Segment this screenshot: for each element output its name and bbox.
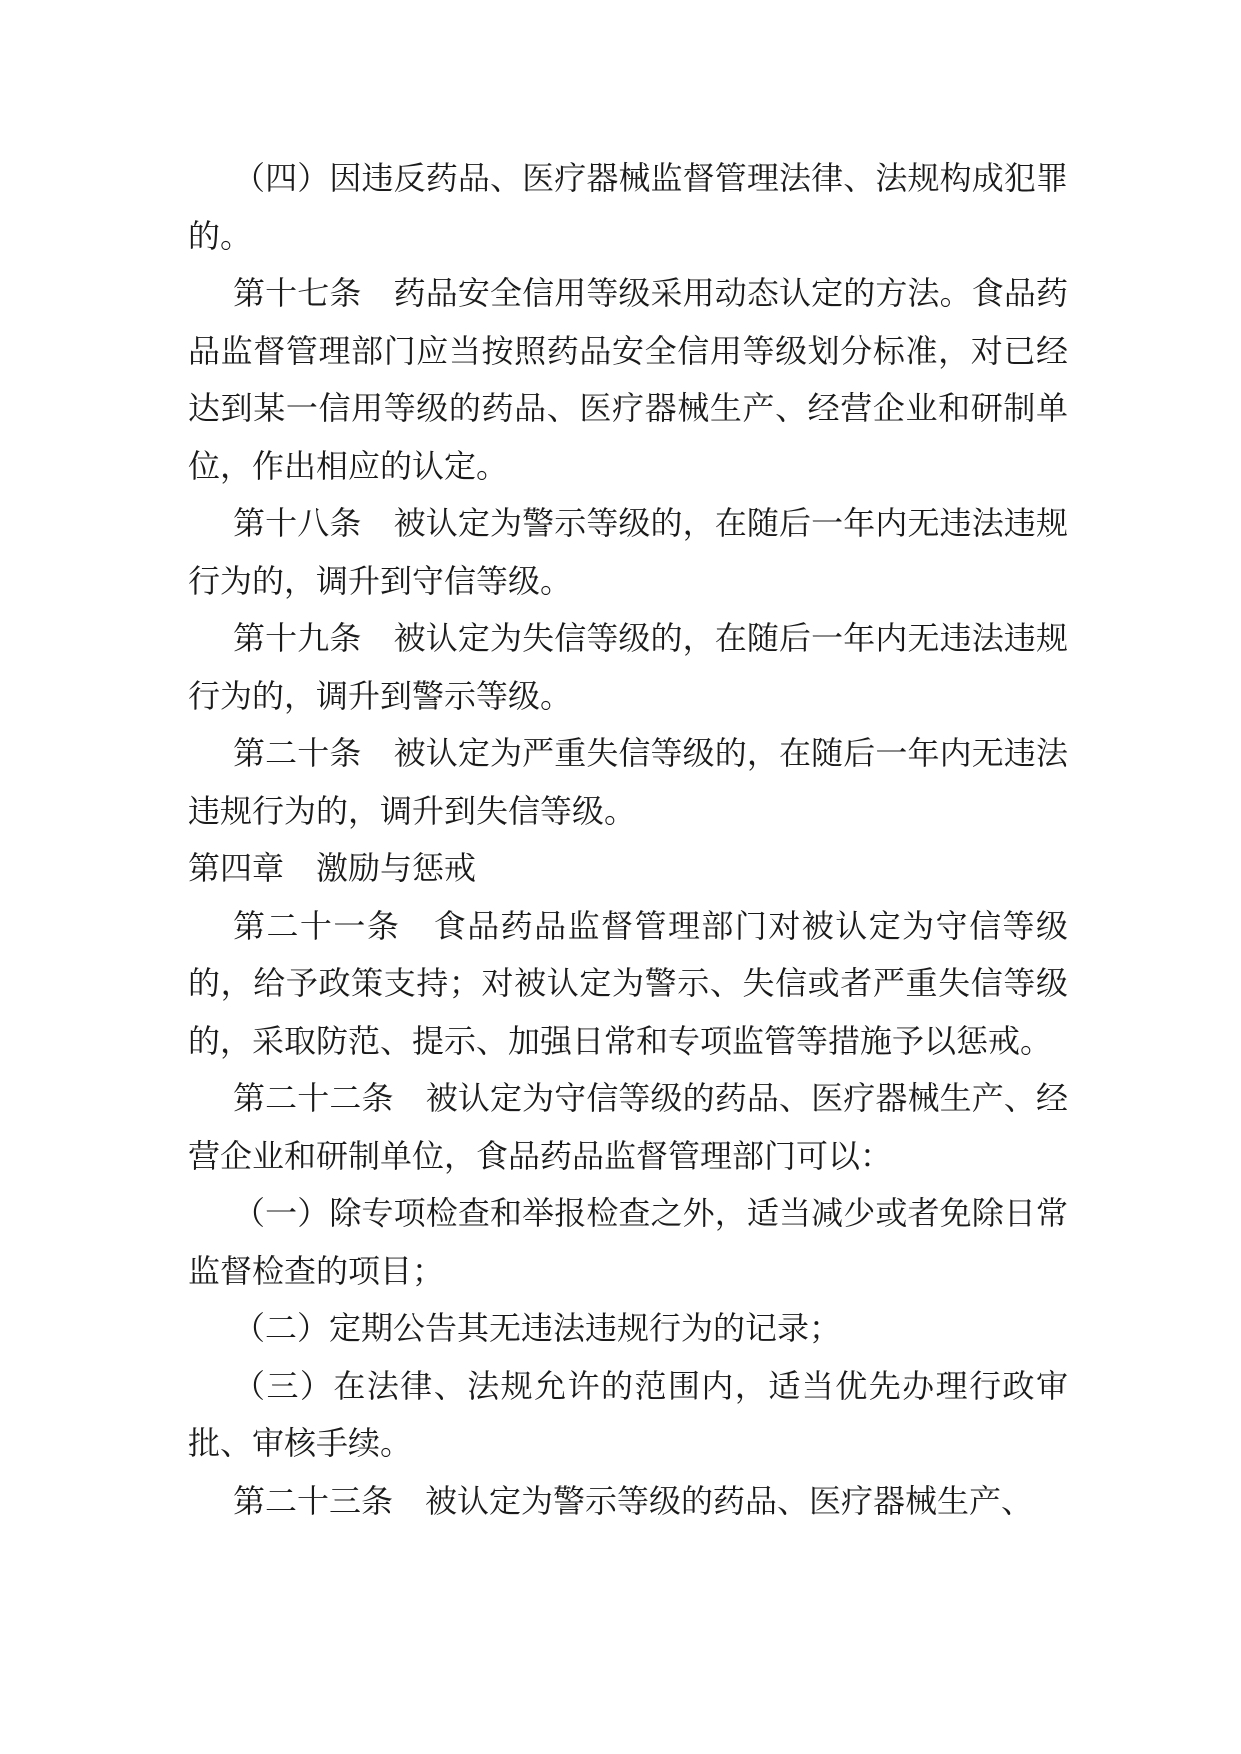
article-22: 第二十二条 被认定为守信等级的药品、医疗器械生产、经营企业和研制单位，食品药品监督管理部门可以： bbox=[188, 1079, 1068, 1175]
article-17: 第十七条 药品安全信用等级采用动态认定的方法。食品药品监督管理部门应当按照药品安全信用等级划分标准，对已经达到某一信用等级的药品、医疗器械生产、经营企业和研制单位，作出相应的认定。 bbox=[188, 274, 1068, 485]
article-18: 第十八条 被认定为警示等级的，在随后一年内无违法违规行为的，调升到守信等级。 bbox=[188, 504, 1068, 600]
article-23: 第二十三条 被认定为警示等级的药品、医疗器械生产、 bbox=[233, 1481, 1034, 1520]
article-22-item-1: （一）除专项检查和举报检查之外，适当减少或者免除日常监督检查的项目； bbox=[188, 1194, 1068, 1290]
paragraph-item-4-crime: （四）因违反药品、医疗器械监督管理法律、法规构成犯罪的。 bbox=[188, 159, 1068, 255]
article-22-item-2: （二）定期公告其无违法违规行为的记录； bbox=[233, 1309, 842, 1347]
article-21: 第二十一条 食品药品监督管理部门对被认定为守信等级的，给予政策支持；对被认定为警示、失信或者严重失信等级的，采取防范、提示、加强日常和专项监管等措施予以惩戒。 bbox=[188, 906, 1068, 1060]
article-22-item-3: （三）在法律、法规允许的范围内，适当优先办理行政审批、审核手续。 bbox=[188, 1366, 1068, 1462]
article-20: 第二十条 被认定为严重失信等级的，在随后一年内无违法违规行为的，调升到失信等级。 bbox=[188, 734, 1068, 830]
document-body bbox=[188, 150, 1068, 1530]
article-19: 第十九条 被认定为失信等级的，在随后一年内无违法违规行为的，调升到警示等级。 bbox=[188, 619, 1068, 715]
chapter-4-heading: 第四章 激励与惩戒 bbox=[188, 849, 477, 887]
